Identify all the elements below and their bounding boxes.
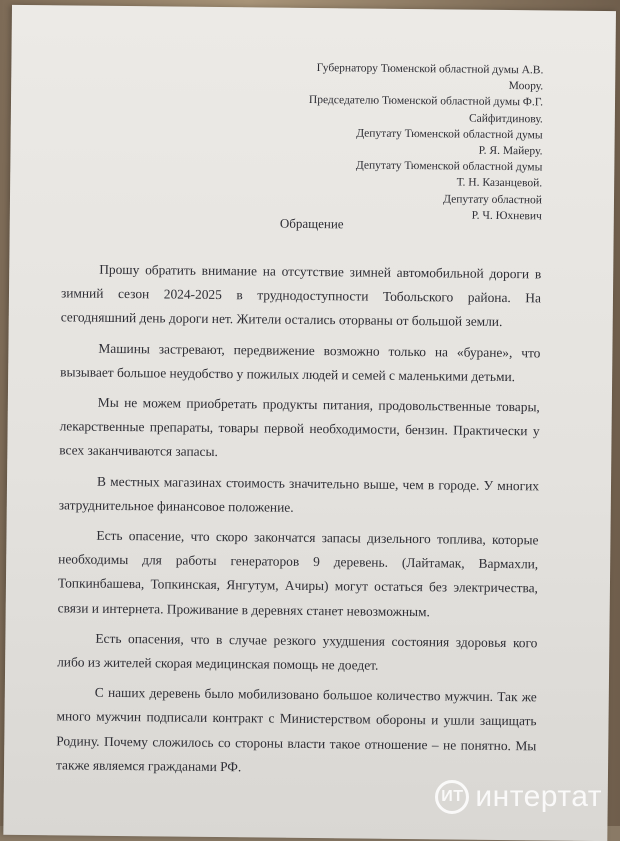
addressee-line: Сайфитдинову. xyxy=(468,112,543,126)
intertat-logo-icon: ИТ xyxy=(435,780,469,814)
body-paragraph: Есть опасения, что в случае резкого ухудшения состояния здоровья кого либо из жителей скорая медицинская помощь не доедет. xyxy=(57,630,538,673)
body-paragraph: В местных магазинах стоимость значительно выше, чем в городе. У многих затруднительное финансовое положение. xyxy=(58,473,540,515)
addressee-line: Р. Ч. Юхневич xyxy=(471,209,542,223)
watermark xyxy=(435,780,602,814)
addressee-line: Депутату Тюменской областной думы xyxy=(356,127,543,142)
addressee-line: Моору. xyxy=(508,80,544,93)
body-paragraph: С наших деревень было мобилизовано большое количество мужчин. Так же много мужчин подписали контракт с Министерством обороны и ушли защищать Родину. Почему сложилось со стороны власти такое отношение – не понятно. Мы также являемся гражданами РФ. xyxy=(55,684,537,775)
addressee-line: Р. Я. Майеру. xyxy=(478,144,543,158)
body-paragraph: Есть опасение, что скоро закончатся запасы дизельного топлива, которые необходимы для работы генераторов 9 деревень. (Лайтамак, Вармахли, Топкинбашева, Топкинская, Янгутум, Ачиры) могут остаться без электричества, связи и интернета. Проживание в деревнях станет невозможным. xyxy=(57,527,539,619)
watermark-brand: интертат xyxy=(475,780,602,813)
body-paragraph: Мы не можем приобретать продукты питания, продовольственные товары, лекарственные препараты, товары первой необходимости, бензин. Практически у всех заканчиваются запасы. xyxy=(59,394,540,460)
addressee-line: Председателю Тюменской областной думы Ф.Г. xyxy=(308,94,544,109)
document-page xyxy=(3,5,616,841)
document-title: Обращение xyxy=(279,215,344,232)
addressee-line: Т. Н. Казанцевой. xyxy=(456,176,543,190)
addressee-line: Депутату областной xyxy=(443,192,543,207)
addressee-block xyxy=(242,59,544,224)
body-paragraph: Машины застревают, передвижение возможно только на «буране», что вызывает большое неудобство у пожилых людей и семей с маленькими детьми. xyxy=(60,340,541,384)
body-paragraph: Прошу обратить внимание на отсутствие зимней автомобильной дороги в зимний сезон 2024-2025 в труднодоступности Тобольского района. На сегодняшний день дороги нет. Жители остались оторваны от большой земли. xyxy=(60,261,542,330)
addressee-line: Губернатору Тюменской областной думы А.В. xyxy=(316,62,544,77)
document-body xyxy=(56,257,541,788)
addressee-line: Депутату Тюменской областной думы xyxy=(355,159,543,174)
